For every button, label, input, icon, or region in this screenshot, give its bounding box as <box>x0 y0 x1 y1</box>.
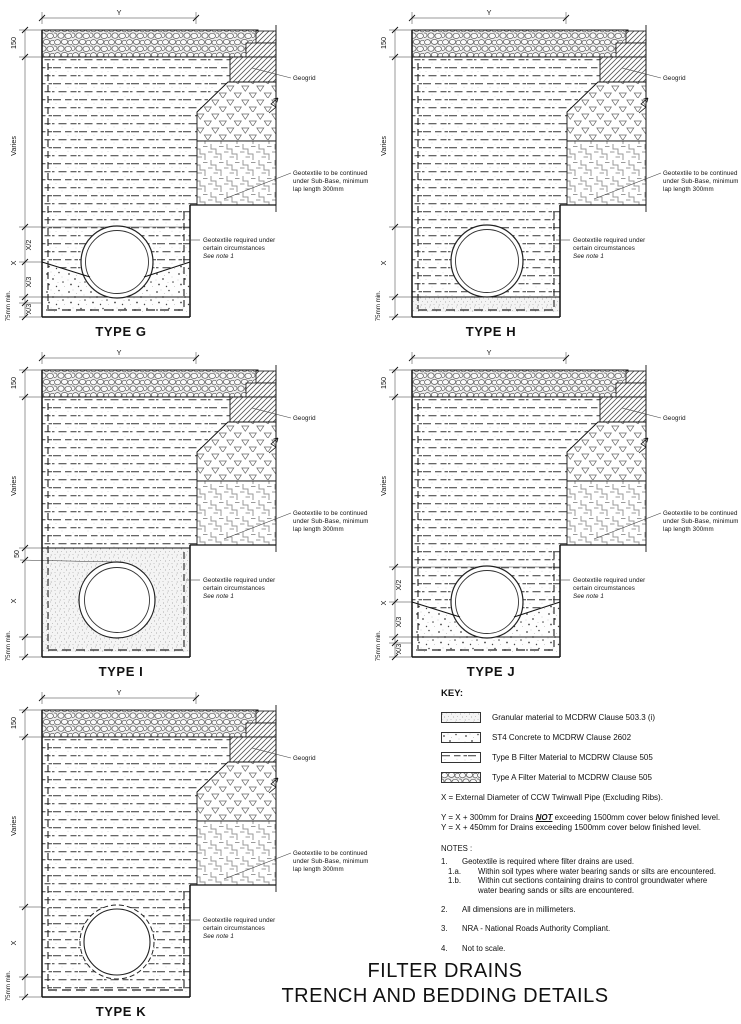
key-item-label: Type A Filter Material to MCDRW Clause 505 <box>492 773 652 782</box>
dim-150-label: 150 <box>9 717 18 729</box>
geotextile-subbase-annotation: Geotextile to be continued <box>293 170 368 177</box>
dim-x3a-label: X/3 <box>394 616 403 628</box>
geotextile-subbase-annotation: Geotextile to be continued <box>663 510 738 517</box>
key-y-note-1 <box>441 813 741 823</box>
dim-y-label: Y <box>116 688 122 697</box>
geogrid-annotation: Geogrid <box>293 755 316 762</box>
dim-75mm-label: 75mm min. <box>375 290 382 322</box>
note-2 <box>441 905 741 914</box>
see-note-annotation: See note 1 <box>203 593 234 600</box>
note-3 <box>441 924 741 933</box>
see-note-annotation: See note 1 <box>203 933 234 940</box>
trench-upper-structure <box>42 30 276 205</box>
key-y-note-1-emphasis: NOT <box>535 813 553 822</box>
dim-x-label: X <box>9 598 18 604</box>
pipe-outer <box>81 226 153 298</box>
geotextile-subbase-annotation: Geotextile to be continued <box>293 850 368 857</box>
note-4 <box>441 944 741 953</box>
extension-lines <box>19 548 42 637</box>
note-text: NRA - National Roads Authority Compliant. <box>462 924 611 934</box>
type-h-title: TYPE H <box>465 324 517 339</box>
extension-lines <box>19 907 42 977</box>
type-a-filter-swatch <box>441 772 481 783</box>
dim-75mm-label: 75mm min. <box>5 630 12 662</box>
geotextile-subbase-annotation: under Sub-Base, minimum <box>293 858 369 865</box>
geotextile-required-annotation: certain circumstances <box>573 585 635 592</box>
st4-concrete-swatch <box>441 732 481 743</box>
type-b-filter-swatch <box>441 752 481 763</box>
type-j-title: TYPE J <box>466 664 516 679</box>
dim-75mm-label: 75mm min. <box>5 290 12 322</box>
note-text: Not to scale. <box>462 943 506 953</box>
note-text: All dimensions are in millimeters. <box>462 905 576 915</box>
geotextile-subbase-annotation: lap length 300mm <box>293 866 344 873</box>
dim-50-label: 50 <box>14 550 21 558</box>
geotextile-subbase-annotation: under Sub-Base, minimum <box>663 178 739 185</box>
type-g-diagram <box>0 0 425 340</box>
extension-lines <box>389 227 412 297</box>
geotextile-required-annotation: Geotextile required under <box>573 237 646 244</box>
note-number: 1.b. <box>448 876 462 886</box>
dim-varies-label: Varies <box>9 816 18 836</box>
key-y-definitions <box>441 813 741 832</box>
pipe-outer <box>451 225 523 297</box>
granular-material-swatch <box>441 712 481 723</box>
note-text: Within cut sections containing drains to control groundwater where <box>478 876 708 886</box>
see-note-annotation: See note 1 <box>203 253 234 260</box>
dim-varies-label: Varies <box>9 476 18 496</box>
geotextile-subbase-annotation: Geotextile to be continued <box>663 170 738 177</box>
key-item-label: Type B Filter Material to MCDRW Clause 505 <box>492 753 653 762</box>
geotextile-required-annotation: certain circumstances <box>203 245 265 252</box>
type-g-title: TYPE G <box>95 324 147 339</box>
pipe-outer <box>451 566 523 638</box>
geotextile-subbase-annotation: lap length 300mm <box>663 526 714 533</box>
key-legend <box>441 688 741 832</box>
geotextile-subbase-annotation: lap length 300mm <box>293 186 344 193</box>
see-note-annotation: See note 1 <box>573 593 604 600</box>
dim-x2-label: X/2 <box>24 239 33 251</box>
geogrid-annotation: Geogrid <box>293 75 316 82</box>
geotextile-subbase-annotation: Geotextile to be continued <box>293 510 368 517</box>
key-item-granular <box>441 711 741 724</box>
geogrid-annotation: Geogrid <box>663 415 686 422</box>
dim-150-label: 150 <box>9 377 18 389</box>
dim-x2-label: X/2 <box>394 579 403 591</box>
dim-x3b-label: X/3 <box>394 643 403 655</box>
key-y-note-1-post: exceeding 1500mm cover below finished level. <box>552 813 721 822</box>
type-i-title: TYPE I <box>98 664 144 679</box>
note-number: 1.a. <box>448 866 462 876</box>
note-1b <box>441 876 741 885</box>
dim-150-label: 150 <box>9 37 18 49</box>
trench-upper-structure <box>42 370 276 545</box>
geotextile-required-annotation: Geotextile required under <box>203 917 276 924</box>
geotextile-subbase-annotation: under Sub-Base, minimum <box>663 518 739 525</box>
pipe-geotextile-wrap <box>80 905 154 979</box>
trench-upper-structure <box>412 370 646 545</box>
key-y-note-2: Y = X + 450mm for Drains exceeding 1500mm cover below finished level. <box>441 822 701 832</box>
note-number: 1. <box>441 857 448 867</box>
geotextile-required-annotation: Geotextile required under <box>203 577 276 584</box>
dim-75mm-label: 75mm min. <box>5 970 12 1002</box>
type-j-diagram <box>370 340 741 680</box>
trench-upper-structure <box>42 710 276 885</box>
dim-y-label: Y <box>486 348 492 357</box>
geotextile-required-annotation: Geotextile required under <box>203 237 276 244</box>
trench-upper-structure <box>412 30 646 205</box>
dim-varies-label: Varies <box>9 136 18 156</box>
key-item-type-a-filter <box>441 771 741 784</box>
notes-section <box>441 844 741 953</box>
dim-varies-label: Varies <box>379 136 388 156</box>
notes-heading: NOTES : <box>441 844 473 853</box>
note-1b-continued: water bearing sands or silts are encountered. <box>478 885 635 895</box>
geotextile-required-annotation: certain circumstances <box>203 925 265 932</box>
note-number: 2. <box>441 905 448 915</box>
key-heading: KEY: <box>441 688 463 699</box>
geogrid-annotation: Geogrid <box>663 75 686 82</box>
dim-x3b-label: X/3 <box>24 303 33 315</box>
geotextile-required-annotation: certain circumstances <box>203 585 265 592</box>
dim-150-label: 150 <box>379 377 388 389</box>
key-item-label: Granular material to MCDRW Clause 503.3 (i) <box>492 713 656 722</box>
key-item-label: ST4 Concrete to MCDRW Clause 2602 <box>492 733 632 742</box>
sheet-title-line1: FILTER DRAINS <box>367 960 523 982</box>
sheet-title-line2: TRENCH AND BEDDING DETAILS <box>281 985 609 1007</box>
key-x-definition: X = External Diameter of CCW Twinwall Pipe (Excluding Ribs). <box>441 793 663 802</box>
note-text: Geotextile is required where filter drains are used. <box>462 857 635 867</box>
key-y-note-1-pre: Y = X + 300mm for Drains <box>441 813 536 822</box>
note-number: 4. <box>441 943 448 953</box>
sheet-title <box>200 959 690 1009</box>
dim-75mm-label: 75mm min. <box>375 630 382 662</box>
geotextile-subbase-annotation: lap length 300mm <box>293 526 344 533</box>
geotextile-subbase-annotation: under Sub-Base, minimum <box>293 518 369 525</box>
dim-150-label: 150 <box>379 37 388 49</box>
geotextile-required-annotation: certain circumstances <box>573 245 635 252</box>
geotextile-required-annotation: Geotextile required under <box>573 577 646 584</box>
dim-y-label: Y <box>116 8 122 17</box>
dim-y-label: Y <box>116 348 122 357</box>
note-text: Within soil types where water bearing sands or silts are encountered. <box>478 866 716 876</box>
note-1a <box>441 867 741 876</box>
geotextile-subbase-annotation: under Sub-Base, minimum <box>293 178 369 185</box>
geogrid-annotation: Geogrid <box>293 415 316 422</box>
key-item-st4-concrete <box>441 731 741 744</box>
key-item-type-b-filter <box>441 751 741 764</box>
geotextile-subbase-annotation: lap length 300mm <box>663 186 714 193</box>
dim-x3a-label: X/3 <box>24 276 33 288</box>
note-1 <box>441 857 741 866</box>
dim-x-label: X <box>9 260 18 266</box>
dim-varies-label: Varies <box>379 476 388 496</box>
see-note-annotation: See note 1 <box>573 253 604 260</box>
note-number: 3. <box>441 924 448 934</box>
dim-x-label: X <box>379 260 388 266</box>
dim-y-label: Y <box>486 8 492 17</box>
type-h-diagram <box>370 0 741 340</box>
dim-x-label: X <box>379 600 388 606</box>
pipe-outer <box>79 562 155 638</box>
dim-x-label: X <box>9 940 18 946</box>
type-k-title: TYPE K <box>95 1004 147 1019</box>
type-i-diagram <box>0 340 425 680</box>
